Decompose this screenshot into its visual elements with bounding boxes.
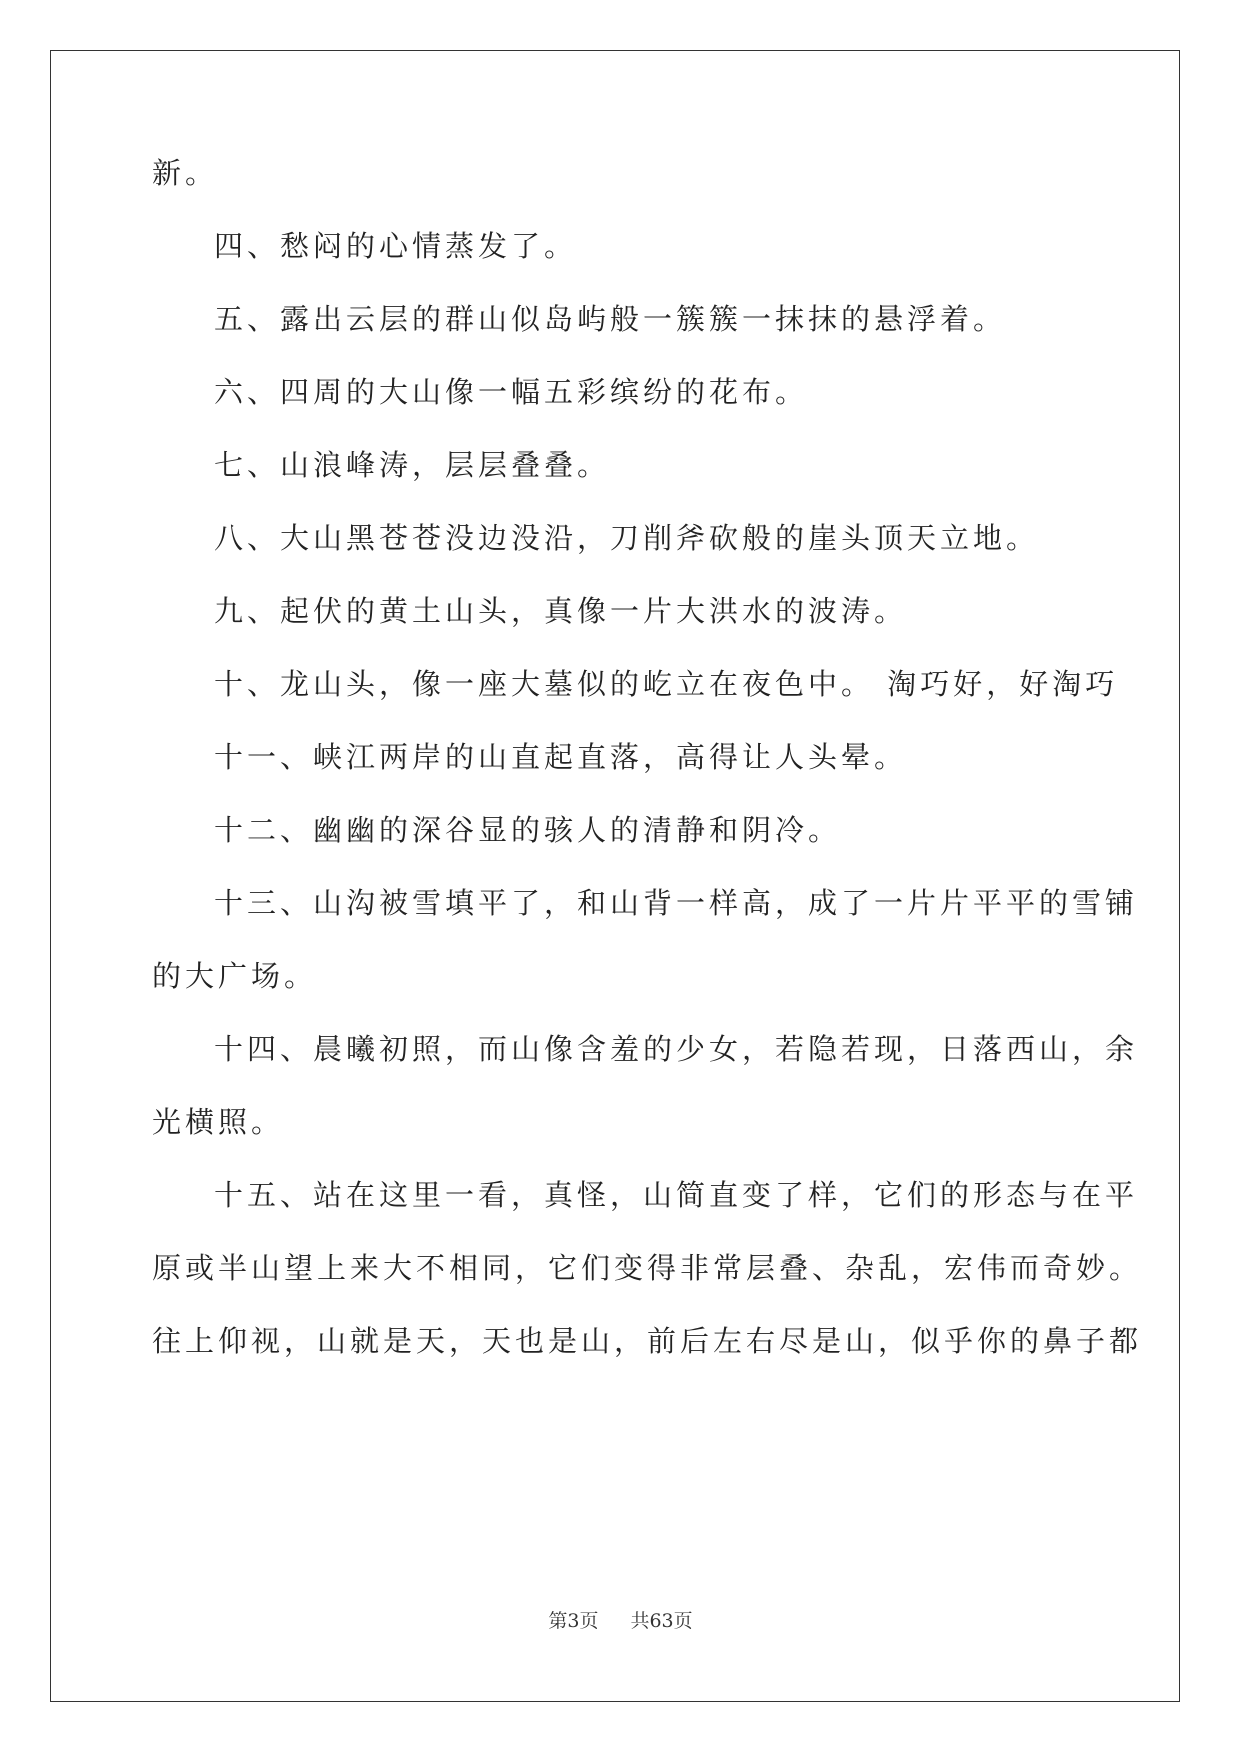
- total-pages: 共63页: [630, 1610, 693, 1632]
- paragraph-line: 四、愁闷的心情蒸发了。: [214, 229, 578, 263]
- paragraph-line: 光横照。: [152, 1105, 285, 1139]
- paragraph-line: 新。: [152, 156, 219, 190]
- paragraph-line: 十五、站在这里一看，真怪，山简直变了样，它们的形态与在平: [214, 1178, 1139, 1212]
- paragraph-line: 十三、山沟被雪填平了，和山背一样高，成了一片片平平的雪铺: [214, 886, 1139, 920]
- page-number: 第3页: [548, 1610, 599, 1632]
- paragraph-line: 六、四周的大山像一幅五彩缤纷的花布。: [214, 375, 809, 409]
- paragraph-line: 九、起伏的黄土山头，真像一片大洪水的波涛。: [214, 594, 908, 628]
- paragraph-line: 十一、峡江两岸的山直起直落，高得让人头晕。: [214, 740, 908, 774]
- paragraph-line: 十四、晨曦初照，而山像含羞的少女，若隐若现，日落西山，余: [214, 1032, 1139, 1066]
- paragraph-line: 十、龙山头，像一座大墓似的屹立在夜色中。 淘巧好，好淘巧: [214, 667, 1119, 701]
- paragraph-line: 八、大山黑苍苍没边没沿，刀削斧砍般的崖头顶天立地。: [214, 521, 1040, 555]
- page-border: [50, 50, 1180, 1702]
- paragraph-line: 七、山浪峰涛，层层叠叠。: [214, 448, 611, 482]
- page-footer: [0, 1609, 1241, 1633]
- paragraph-line: 原或半山望上来大不相同，它们变得非常层叠、杂乱，宏伟而奇妙。: [152, 1251, 1143, 1285]
- paragraph-line: 的大广场。: [152, 959, 318, 993]
- paragraph-line: 往上仰视，山就是天，天也是山，前后左右尽是山，似乎你的鼻子都: [152, 1324, 1143, 1358]
- paragraph-line: 五、露出云层的群山似岛屿般一簇簇一抹抹的悬浮着。: [214, 302, 1007, 336]
- paragraph-line: 十二、幽幽的深谷显的骇人的清静和阴冷。: [214, 813, 842, 847]
